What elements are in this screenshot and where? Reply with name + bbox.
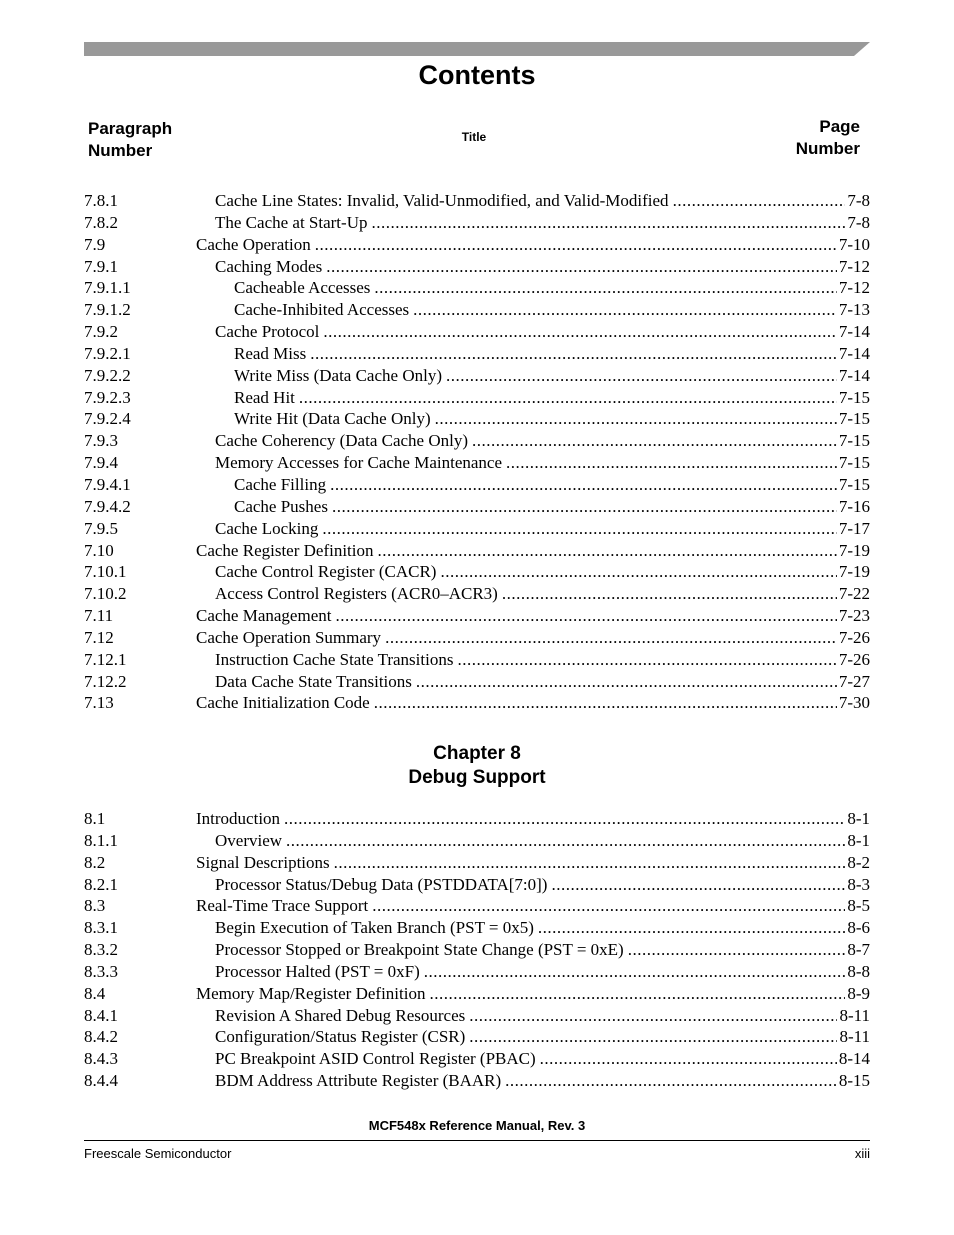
toc-entry-number: 8.4.2 (84, 1027, 118, 1047)
toc-entry-page: 7-15 (838, 474, 870, 494)
toc-dot-leader (506, 452, 837, 474)
toc-entry-body (234, 474, 870, 496)
toc-entry-number: 8.3.3 (84, 961, 118, 981)
toc-entry-body (234, 496, 870, 518)
toc-entry[interactable] (84, 874, 870, 896)
toc-entry-page: 8-5 (847, 896, 870, 916)
column-header-page-line2: Number (795, 139, 860, 158)
chapter-number: Chapter 8 (433, 743, 521, 764)
toc-entry[interactable] (84, 496, 870, 518)
toc-entry[interactable] (84, 1048, 870, 1070)
toc-entry[interactable] (84, 190, 870, 212)
toc-entry-title: Cache Filling (234, 474, 327, 494)
toc-entry-page: 8-9 (847, 983, 870, 1003)
toc-entry-page: 7-8 (847, 212, 870, 232)
footer-page-number: xiii (854, 1146, 870, 1161)
toc-entry-number: 7.9 (84, 234, 106, 254)
toc-entry-title: Write Miss (Data Cache Only) (234, 365, 442, 385)
toc-entry-title: Processor Status/Debug Data (PSTDDATA[7:0]) (215, 874, 548, 894)
toc-entry-page: 8-1 (847, 809, 870, 828)
toc-entry[interactable] (84, 430, 870, 452)
page-title: Contents (418, 60, 536, 90)
toc-entry-number: 7.8.1 (84, 191, 118, 210)
toc-entry-body (234, 343, 870, 365)
toc-entry[interactable] (84, 939, 870, 961)
toc-entry[interactable] (84, 518, 870, 540)
toc-entry-title: Cache-Inhibited Accesses (234, 300, 410, 320)
toc-entry-title: Cache Operation Summary (196, 627, 382, 647)
toc-entry-page: 7-17 (838, 518, 870, 538)
toc-entry-body (196, 808, 870, 830)
toc-entry[interactable] (84, 961, 870, 983)
toc-entry-title: Cacheable Accesses (234, 278, 371, 298)
toc-entry-body (215, 561, 870, 583)
toc-dot-leader (424, 961, 846, 983)
toc-dot-leader (315, 234, 837, 256)
toc-dot-leader (457, 649, 836, 671)
toc-entry-title: Read Miss (234, 343, 307, 363)
toc-entry-number: 7.9.2.3 (84, 387, 131, 407)
toc-entry-title: Write Hit (Data Cache Only) (234, 409, 431, 429)
toc-entry-title: Cache Protocol (215, 322, 320, 342)
toc-entry-title: Cache Locking (215, 518, 319, 538)
toc-dot-leader (469, 1005, 837, 1027)
toc-entry[interactable] (84, 895, 870, 917)
toc-dot-leader (374, 692, 837, 714)
toc-entry-page: 7-14 (838, 322, 870, 342)
toc-entry-body (196, 234, 870, 256)
toc-entry-title: Memory Map/Register Definition (196, 983, 426, 1003)
toc-entry[interactable] (84, 605, 870, 627)
toc-entry-number: 7.9.1.1 (84, 278, 131, 298)
toc-dot-leader (330, 474, 837, 496)
toc-entry-title: Memory Accesses for Cache Maintenance (215, 453, 502, 473)
toc-entry-page: 8-11 (839, 1027, 870, 1047)
toc-entry[interactable] (84, 583, 870, 605)
toc-dot-leader (310, 343, 837, 365)
toc-dot-leader (372, 895, 845, 917)
toc-dot-leader (472, 430, 837, 452)
toc-entry-body (196, 627, 870, 649)
toc-entry-number: 7.9.4 (84, 453, 118, 473)
toc-entry-number: 7.10 (84, 540, 114, 560)
toc-entry-number: 8.4.1 (84, 1005, 118, 1025)
toc-entry-page: 7-22 (838, 584, 870, 604)
toc-entry-page: 7-26 (838, 627, 870, 647)
toc-entry[interactable] (84, 808, 870, 830)
toc-dot-leader (332, 496, 837, 518)
toc-entry[interactable] (84, 452, 870, 474)
toc-entry-number: 8.4.4 (84, 1071, 118, 1091)
toc-dot-leader (334, 852, 846, 874)
toc-entry-number: 8.2.1 (84, 874, 118, 894)
toc-dot-leader (440, 561, 836, 583)
toc-dot-leader (505, 1070, 837, 1092)
toc-entry-body (215, 874, 870, 896)
toc-entry-body (196, 895, 870, 917)
toc-entry[interactable] (84, 830, 870, 852)
toc-entry-page: 7-15 (838, 431, 870, 451)
toc-entry-body (215, 430, 870, 452)
toc-entry-number: 7.11 (84, 606, 114, 626)
toc-entry[interactable] (84, 408, 870, 430)
toc-entry-page: 8-15 (838, 1071, 870, 1091)
toc-dot-leader (538, 917, 845, 939)
toc-entry-page: 7-23 (838, 606, 870, 626)
toc-entry-number: 7.9.2.1 (84, 343, 131, 363)
toc-entry-number: 7.10.1 (84, 562, 127, 582)
toc-entry-page: 7-19 (838, 562, 870, 582)
toc-entry-title: Processor Stopped or Breakpoint State Change (PST = 0xE) (215, 940, 624, 960)
toc-entry-title: Cache Register Definition (196, 540, 374, 560)
toc-entry-number: 7.9.2.4 (84, 409, 131, 429)
toc-entry-body (215, 649, 870, 671)
toc-dot-leader (286, 830, 845, 852)
toc-entry-title: Cache Initialization Code (196, 693, 370, 713)
toc-entry[interactable] (84, 627, 870, 649)
toc-entry[interactable] (84, 1005, 870, 1027)
toc-entry-body (215, 961, 870, 983)
toc-entry-body (234, 299, 870, 321)
toc-entry-body (215, 939, 870, 961)
toc-entry-page: 7-27 (838, 671, 870, 691)
toc-entry-number: 7.9.4.2 (84, 496, 131, 516)
toc-dot-leader (540, 1048, 837, 1070)
toc-entry-title: Introduction (196, 809, 281, 828)
toc-entry-number: 8.3 (84, 896, 106, 916)
column-header-paragraph-line1: Paragraph (88, 119, 173, 138)
toc-entry-body (215, 256, 870, 278)
toc-entry-body (196, 605, 870, 627)
toc-entry-page: 8-8 (847, 961, 870, 981)
toc-entry-number: 7.12.2 (84, 671, 127, 691)
toc-entry-number: 8.3.2 (84, 940, 118, 960)
toc-dot-leader (323, 321, 836, 343)
toc-entry-number: 8.1 (84, 809, 106, 828)
toc-entry[interactable] (84, 649, 870, 671)
toc-dot-leader (416, 671, 837, 693)
toc-entry-body (196, 983, 870, 1005)
toc-entry-number: 7.8.2 (84, 212, 118, 232)
toc-entry-title: Cache Management (196, 606, 332, 626)
toc-entry-page: 8-6 (847, 918, 870, 938)
toc-dot-leader (326, 256, 837, 278)
column-header-page-line1: Page (819, 117, 860, 136)
toc-entry-page: 7-15 (838, 387, 870, 407)
toc-entry[interactable] (84, 917, 870, 939)
toc-entry-title: PC Breakpoint ASID Control Register (PBAC) (215, 1049, 536, 1069)
toc-entry-body (234, 365, 870, 387)
toc-entry-title: Overview (215, 830, 283, 850)
toc-entry-page: 7-12 (838, 256, 870, 276)
toc-entry-body (215, 830, 870, 852)
toc-entry[interactable] (84, 277, 870, 299)
toc-entry-body (215, 1070, 870, 1092)
chapter-title: Debug Support (408, 767, 546, 788)
column-header-paragraph-line2: Number (88, 141, 153, 160)
footer-divider (84, 1140, 870, 1141)
toc-entry-title: The Cache at Start-Up (215, 212, 368, 232)
toc-entry-number: 7.9.1 (84, 256, 118, 276)
toc-entry-number: 7.9.2.2 (84, 365, 131, 385)
toc-entry-page: 7-12 (838, 278, 870, 298)
toc-entry-page: 7-14 (838, 343, 870, 363)
toc-entry-body (196, 540, 870, 562)
toc-entry-title: Real-Time Trace Support (196, 896, 369, 916)
toc-entry-page: 8-1 (847, 830, 870, 850)
toc-entry[interactable] (84, 561, 870, 583)
column-header-title: Title (461, 130, 487, 144)
toc-entry-body (215, 1005, 870, 1027)
chapter-heading (0, 742, 954, 790)
toc-entry-body (215, 583, 870, 605)
toc-entry[interactable] (84, 299, 870, 321)
toc-entry-number: 7.9.3 (84, 431, 118, 451)
toc-entry-number: 8.4 (84, 983, 106, 1003)
toc-entry-title: Caching Modes (215, 256, 323, 276)
toc-entry-number: 7.9.2 (84, 322, 118, 342)
toc-entry[interactable] (84, 540, 870, 562)
toc-entry-page: 8-7 (847, 940, 870, 960)
toc-entry-page: 7-26 (838, 649, 870, 669)
toc-entry-title: Read Hit (234, 387, 295, 407)
toc-entry-number: 7.9.5 (84, 518, 118, 538)
toc-entry-title: Cache Operation (196, 234, 311, 254)
toc-entry[interactable] (84, 387, 870, 409)
toc-dot-leader (628, 939, 846, 961)
toc-entry-body (215, 671, 870, 693)
toc-entry-title: Cache Coherency (Data Cache Only) (215, 431, 468, 451)
toc-entry-number: 7.12 (84, 627, 114, 647)
toc-entry[interactable] (84, 983, 870, 1005)
toc-entry-page: 8-14 (838, 1049, 870, 1069)
footer-manual-title: MCF548x Reference Manual, Rev. 3 (368, 1118, 586, 1133)
toc-entry-body (215, 917, 870, 939)
toc-entry-title: Data Cache State Transitions (215, 671, 412, 691)
toc-entry-body (215, 1048, 870, 1070)
toc-entry-page: 7-15 (838, 453, 870, 473)
toc-dot-leader (551, 874, 845, 896)
toc-dot-leader (284, 808, 845, 830)
toc-dot-leader (385, 627, 837, 649)
toc-dot-leader (335, 605, 836, 627)
toc-entry-page: 8-2 (847, 852, 870, 872)
toc-dot-leader (435, 408, 837, 430)
toc-entry-body (234, 408, 870, 430)
toc-list-chapter-8 (84, 808, 870, 1092)
toc-entry[interactable] (84, 1026, 870, 1048)
toc-entry[interactable] (84, 365, 870, 387)
toc-entry-body (215, 321, 870, 343)
toc-entry-body (215, 1026, 870, 1048)
toc-entry-page: 7-15 (838, 409, 870, 429)
toc-entry-page: 7-19 (838, 540, 870, 560)
toc-entry-page: 7-14 (838, 365, 870, 385)
toc-dot-leader (371, 212, 845, 234)
column-header-page (796, 116, 860, 160)
toc-entry[interactable] (84, 1070, 870, 1092)
toc-entry-number: 7.12.1 (84, 649, 127, 669)
toc-entry-title: Processor Halted (PST = 0xF) (215, 961, 420, 981)
toc-entry-body (215, 518, 870, 540)
toc-dot-leader (413, 299, 837, 321)
toc-dot-leader (322, 518, 836, 540)
toc-entry-page: 7-8 (847, 191, 870, 210)
toc-list-chapter-7 (84, 190, 870, 714)
toc-dot-leader (469, 1026, 837, 1048)
toc-dot-leader (673, 190, 846, 212)
toc-entry-title: Cache Control Register (CACR) (215, 562, 437, 582)
toc-entry-title: Signal Descriptions (196, 852, 330, 872)
toc-dot-leader (502, 583, 837, 605)
toc-entry[interactable] (84, 321, 870, 343)
footer-company: Freescale Semiconductor (84, 1146, 232, 1161)
toc-entry-number: 7.10.2 (84, 584, 127, 604)
toc-entry-title: Configuration/Status Register (CSR) (215, 1027, 466, 1047)
toc-entry-body (196, 692, 870, 714)
toc-entry-body (215, 190, 870, 212)
toc-entry-page: 7-10 (838, 234, 870, 254)
toc-entry-number: 7.9.4.1 (84, 474, 131, 494)
toc-entry-body (196, 852, 870, 874)
toc-entry[interactable] (84, 343, 870, 365)
toc-entry-page: 8-11 (839, 1005, 870, 1025)
toc-entry-body (234, 387, 870, 409)
toc-dot-leader (378, 540, 837, 562)
toc-entry-number: 8.1.1 (84, 830, 118, 850)
toc-entry[interactable] (84, 474, 870, 496)
toc-entry-page: 8-3 (847, 874, 870, 894)
toc-entry-title: Access Control Registers (ACR0–ACR3) (215, 584, 498, 604)
toc-entry-body (215, 212, 870, 234)
toc-entry-body (215, 452, 870, 474)
toc-entry[interactable] (84, 256, 870, 278)
header-decorative-bar (84, 42, 870, 56)
toc-entry-number: 8.2 (84, 852, 106, 872)
toc-entry-page: 7-30 (838, 693, 870, 713)
toc-entry[interactable] (84, 212, 870, 234)
toc-entry-number: 8.3.1 (84, 918, 118, 938)
toc-entry[interactable] (84, 692, 870, 714)
toc-entry-page: 7-13 (838, 300, 870, 320)
toc-entry-number: 7.9.1.2 (84, 300, 131, 320)
toc-entry-title: Cache Line States: Invalid, Valid-Unmodified, and Valid-Modified (215, 191, 669, 210)
toc-dot-leader (374, 277, 836, 299)
toc-entry-page: 7-16 (838, 496, 870, 516)
toc-entry[interactable] (84, 671, 870, 693)
toc-dot-leader (446, 365, 837, 387)
toc-dot-leader (429, 983, 845, 1005)
toc-entry[interactable] (84, 852, 870, 874)
toc-dot-leader (299, 387, 837, 409)
toc-entry-title: Cache Pushes (234, 496, 328, 516)
toc-entry-number: 7.13 (84, 693, 114, 713)
toc-entry-title: Instruction Cache State Transitions (215, 649, 454, 669)
toc-entry[interactable] (84, 234, 870, 256)
toc-entry-title: Begin Execution of Taken Branch (PST = 0x5) (215, 918, 534, 938)
toc-entry-title: BDM Address Attribute Register (BAAR) (215, 1071, 502, 1091)
toc-entry-number: 8.4.3 (84, 1049, 118, 1069)
toc-entry-title: Revision A Shared Debug Resources (215, 1005, 466, 1025)
toc-entry-body (234, 277, 870, 299)
